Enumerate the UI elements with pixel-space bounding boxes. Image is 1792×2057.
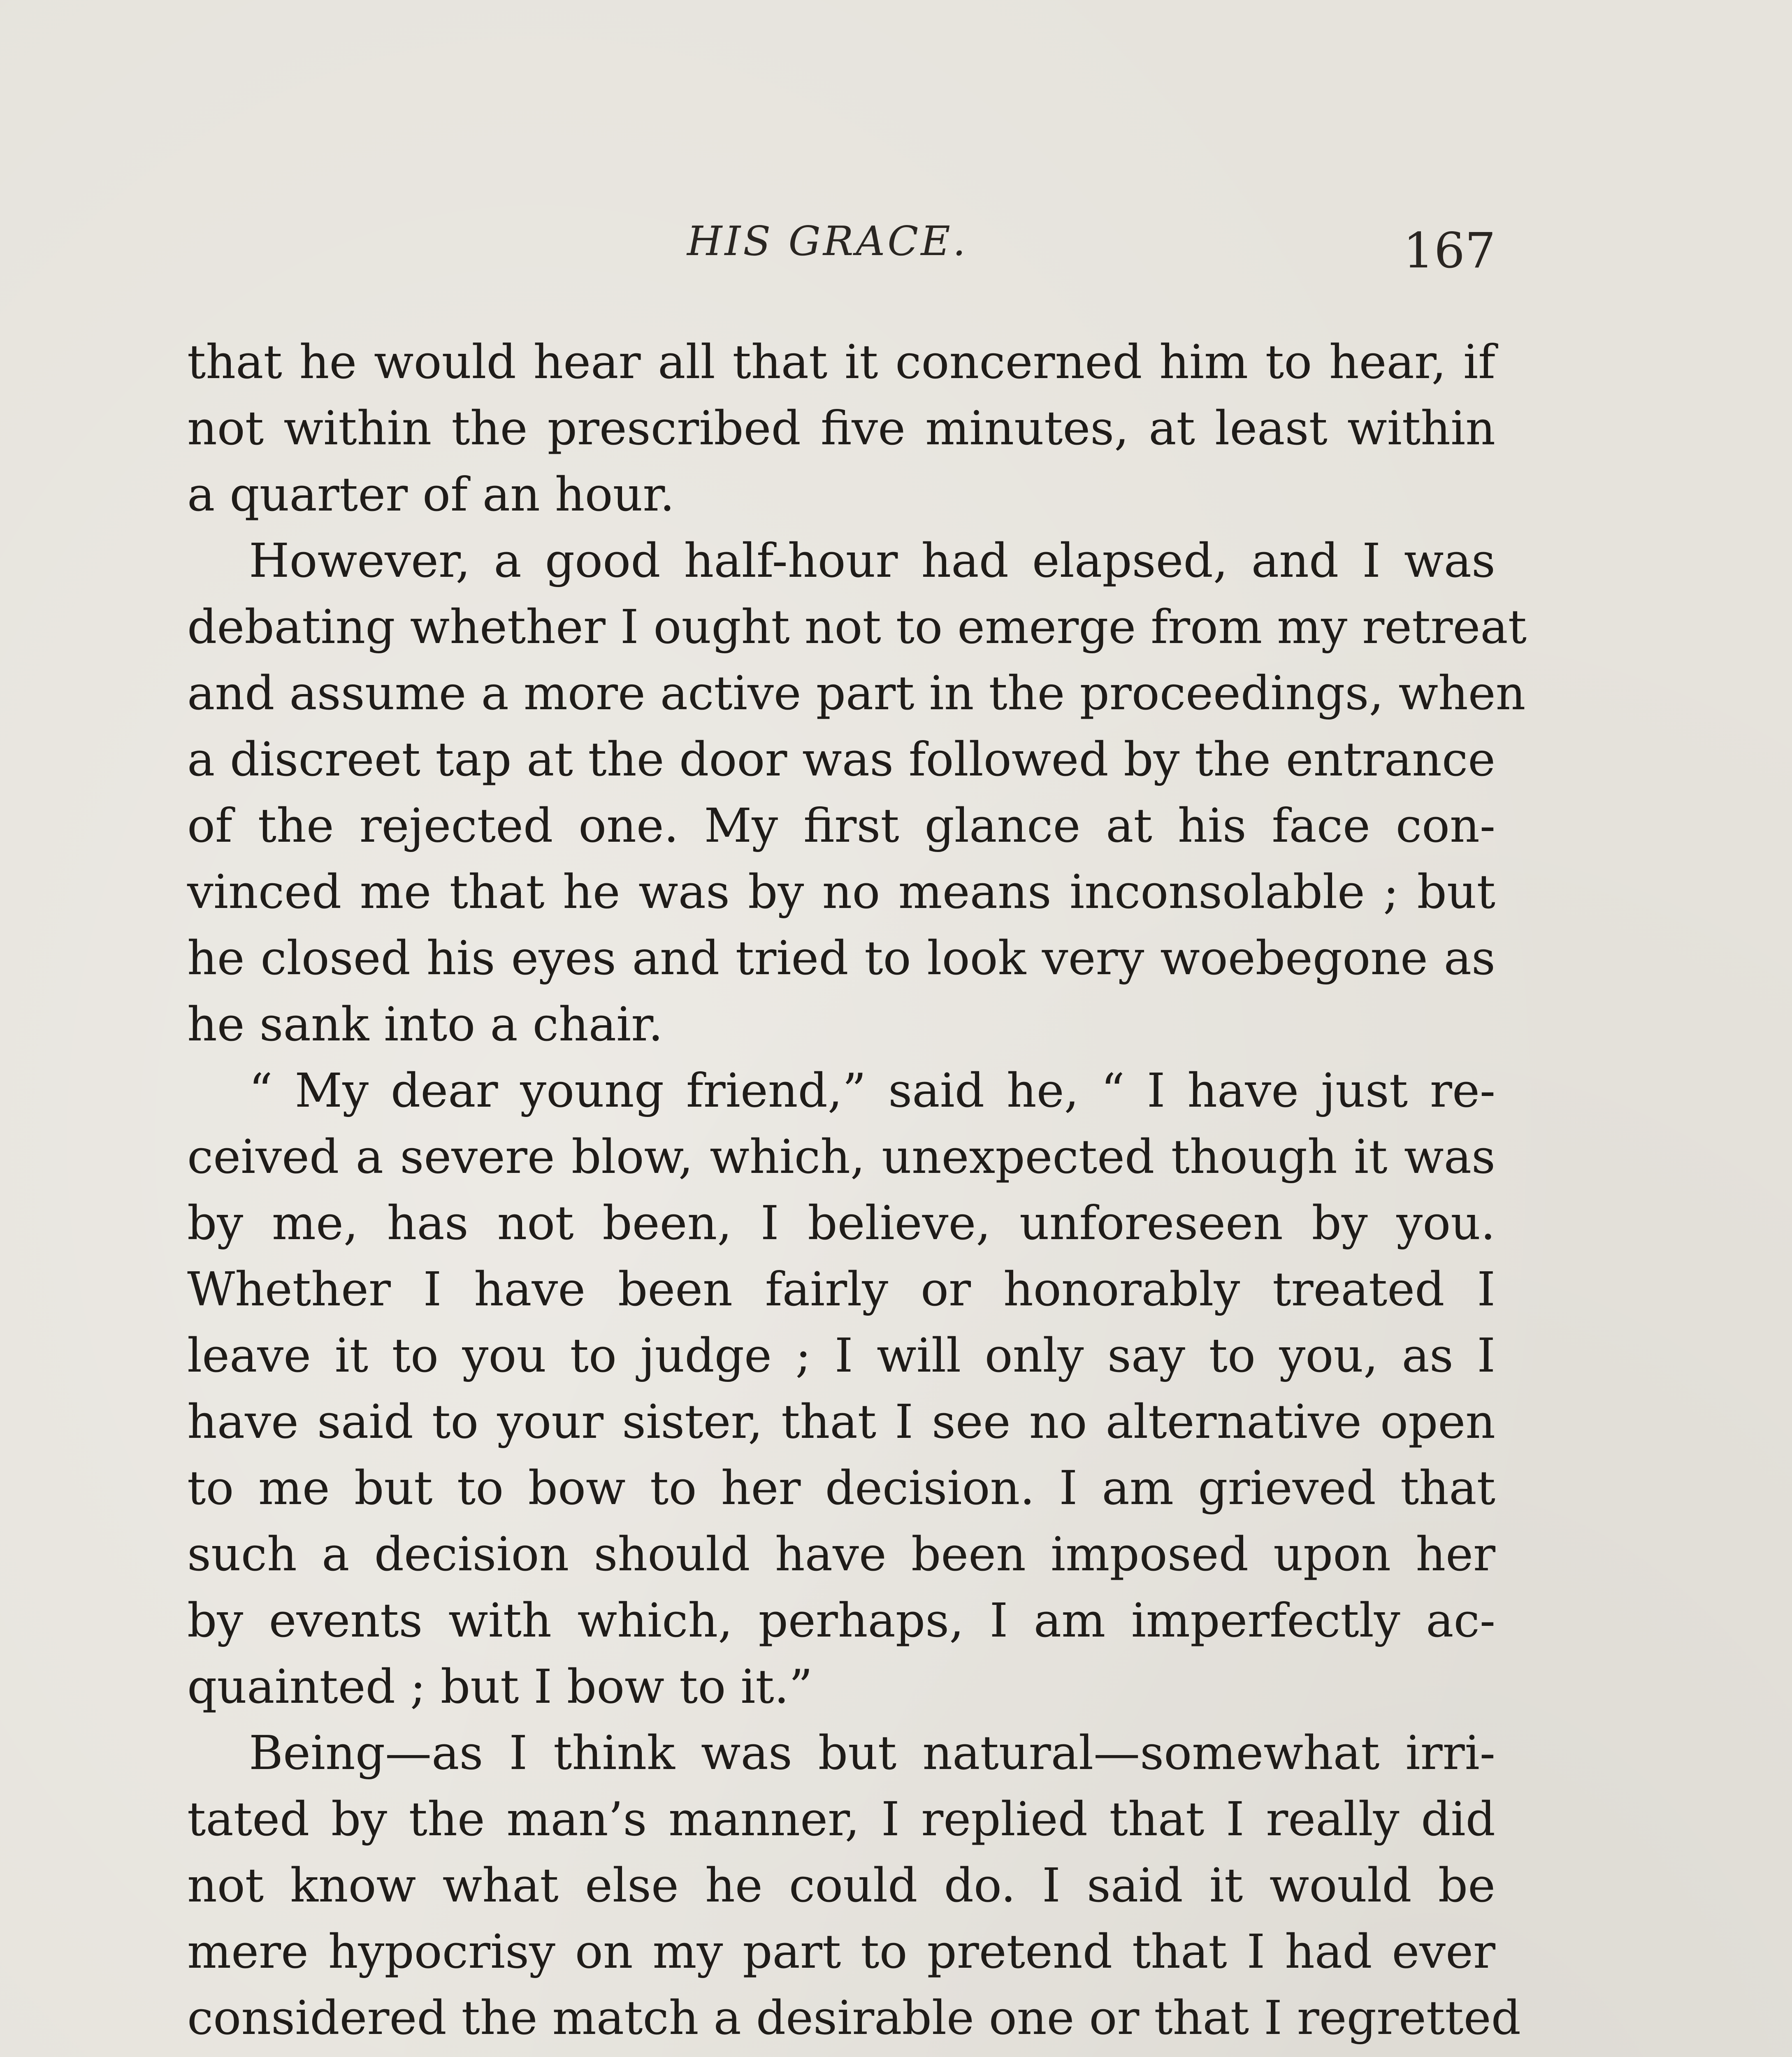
text-line: leave it to you to judge ; I will only say to you, as I xyxy=(187,1328,1495,1383)
text-line: Whether I have been fairly or honorably treated I xyxy=(187,1262,1495,1316)
page-number: 167 xyxy=(1403,222,1496,279)
text-line: of the rejected one. My first glance at his face con- xyxy=(187,799,1495,853)
text-line: by events with which, perhaps, I am imperfectly ac- xyxy=(187,1593,1495,1648)
text-line: ceived a severe blow, which, unexpected though it was xyxy=(187,1130,1495,1184)
text-line: vinced me that he was by no means inconsolable ; but xyxy=(187,865,1495,919)
text-line xyxy=(187,2051,1495,2057)
text-line: considered the match a desirable one or that I regretted xyxy=(187,1991,1521,2045)
text-line: he closed his eyes and tried to look very woebegone as xyxy=(187,931,1495,985)
text-line: he sank into a chair. xyxy=(187,997,663,1052)
text-line: have said to your sister, that I see no alternative open xyxy=(187,1395,1495,1449)
text-line: not know what else he could do. I said it would be xyxy=(187,1858,1495,1913)
text-line: mere hypocrisy on my part to pretend that I had ever xyxy=(187,1925,1495,1979)
text-line: tated by the man’s manner, I replied that I really did xyxy=(187,1792,1495,1846)
text-line: to me but to bow to her decision. I am grieved that xyxy=(187,1461,1495,1515)
text-line: that he would hear all that it concerned him to hear, if xyxy=(187,335,1495,389)
text-line: quainted ; but I bow to it.” xyxy=(187,1660,813,1714)
text-line: and assume a more active part in the proceedings, when xyxy=(187,666,1526,720)
text-line: However, a good half-hour had elapsed, and I was xyxy=(249,534,1495,588)
text-line: debating whether I ought not to emerge from my retreat xyxy=(187,600,1527,654)
text-line: such a decision should have been imposed upon her xyxy=(187,1527,1495,1581)
text-line: Being—as I think was but natural—somewhat irri- xyxy=(249,1726,1495,1780)
text-line: not within the prescribed five minutes, at least within xyxy=(187,401,1495,455)
text-line: a discreet tap at the door was followed by the entrance xyxy=(187,732,1495,787)
text-line: “ My dear young friend,” said he, “ I have just re- xyxy=(249,1063,1495,1118)
body-text xyxy=(187,329,1527,2057)
text-line: by me, has not been, I believe, unforeseen by you. xyxy=(187,1196,1495,1250)
running-head: HIS GRACE. xyxy=(687,218,968,265)
text-line: a quarter of an hour. xyxy=(187,467,675,522)
